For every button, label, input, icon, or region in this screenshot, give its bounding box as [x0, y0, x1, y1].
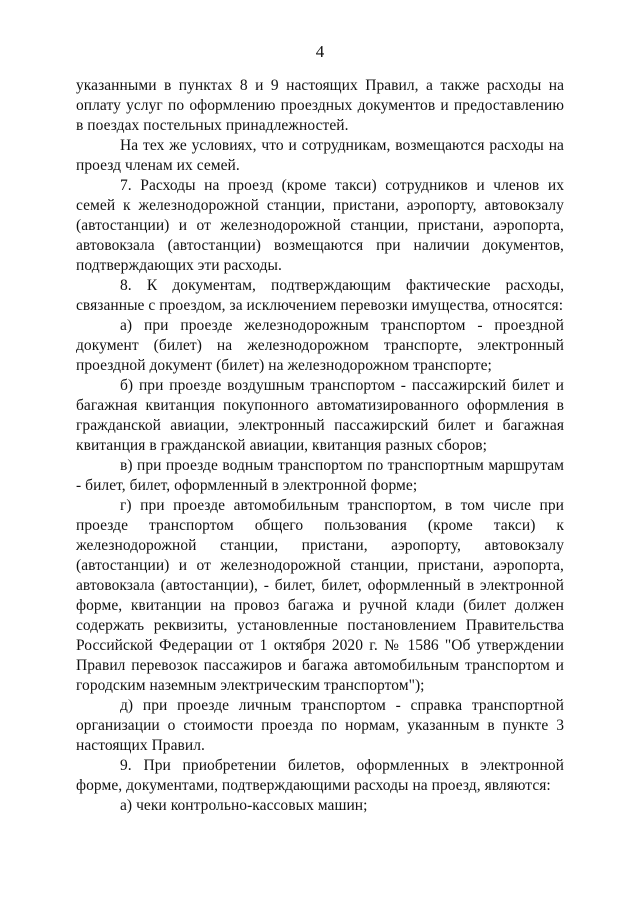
subitem-8d: д) при проезде личным транспортом - справка транспортной организации о стоимости проезда по нормам, указанным в пункте 3 настоящих Правил. — [76, 697, 564, 754]
subitem-8v: в) при проезде водным транспортом по транспортным маршрутам - билет, билет, оформленный в электронной форме; — [76, 457, 564, 494]
subitem-8g: г) при проезде автомобильным транспортом, в том числе при проезде транспортом общего пользования (кроме такси) к железнодорожной станции, пристани, аэропорту, автовокзалу (автостанции) и от железнодорожной станции, пристани, аэропорта, автовокзала (автостанции), - билет, билет, оформленный в электронной форме, квитанции на провоз багажа и ручной клади (билет должен содержать реквизиты, установленные постановлением Правительства Российской Федерации от 1 октября 2020 г. № 1586 "Об утверждении Правил перевозок пассажиров и багажа автомобильным транспортом и городским наземным электрическим транспортом"); — [76, 497, 564, 694]
page-number: 4 — [315, 42, 325, 61]
paragraph-family-expenses: На тех же условиях, что и сотрудникам, возмещаются расходы на проезд членам их семей. — [76, 137, 564, 174]
subitem-8b: б) при проезде воздушным транспортом - пассажирский билет и багажная квитанция покупонного автоматизированного оформления в гражданской авиации, электронный пассажирский билет и багажная квитанция в гражданской авиации, квитанция разных сборов; — [76, 377, 564, 454]
subitem-8a: а) при проезде железнодорожным транспортом - проездной документ (билет) на железнодорожном транспорте, электронный проездной документ (билет) на железнодорожном транспорте; — [76, 317, 564, 374]
paragraph-item-9: 9. При приобретении билетов, оформленных в электронной форме, документами, подтверждающими расходы на проезд, являются: — [76, 757, 564, 794]
subitem-9a: а) чеки контрольно-кассовых машин; — [120, 797, 368, 814]
paragraph-continuation: указанными в пунктах 8 и 9 настоящих Правил, а также расходы на оплату услуг по оформлению проездных документов и предоставлению в поездах постельных принадлежностей. — [76, 77, 564, 134]
paragraph-item-7: 7. Расходы на проезд (кроме такси) сотрудников и членов их семей к железнодорожной станции, пристани, аэропорту, автовокзалу (автостанции) и от железнодорожной станции, пристани, аэропорта, автовокзала (автостанции) возмещаются при наличии документов, подтверждающих эти расходы. — [76, 177, 564, 274]
paragraph-item-8: 8. К документам, подтверждающим фактические расходы, связанные с проездом, за исключением перевозки имущества, относятся: — [76, 277, 564, 314]
document-body — [76, 76, 564, 816]
